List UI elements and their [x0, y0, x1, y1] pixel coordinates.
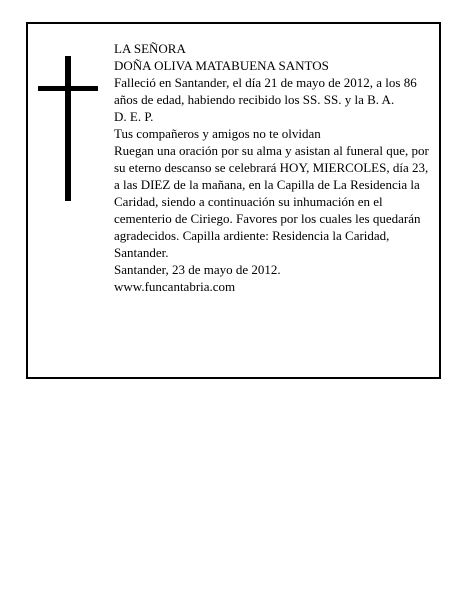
death-info: Falleció en Santander, el día 21 de mayo de 2012, a los 86 años de edad, habiendo recibido los SS. SS. y la B. A.	[114, 75, 417, 107]
website-link[interactable]: www.funcantabria.com	[114, 279, 236, 294]
obituary-notice	[26, 22, 441, 379]
from-line: Tus compañeros y amigos no te olvidan	[114, 126, 321, 141]
rip-line: D. E. P.	[114, 109, 154, 124]
notice-text-block	[114, 40, 436, 295]
notice-heading: LA SEÑORA	[114, 41, 186, 56]
cross-vertical-bar	[65, 56, 71, 201]
funeral-request: Ruegan una oración por su alma y asistan al funeral que, por su eterno descanso se celebrará HOY, MIERCOLES, día 23, a las DIEZ de la mañana, en la Capilla de La Residencia la Caridad, siendo a continuación su inhumación en el cementerio de Ciriego. Favores por los cuales les quedarán agradecidos. Capilla ardiente: Residencia la Caridad, Santander.	[114, 143, 429, 260]
cross-icon	[38, 56, 98, 201]
place-date: Santander, 23 de mayo de 2012.	[114, 262, 281, 277]
cross-horizontal-bar	[38, 86, 98, 91]
deceased-name: DOÑA OLIVA MATABUENA SANTOS	[114, 58, 329, 73]
